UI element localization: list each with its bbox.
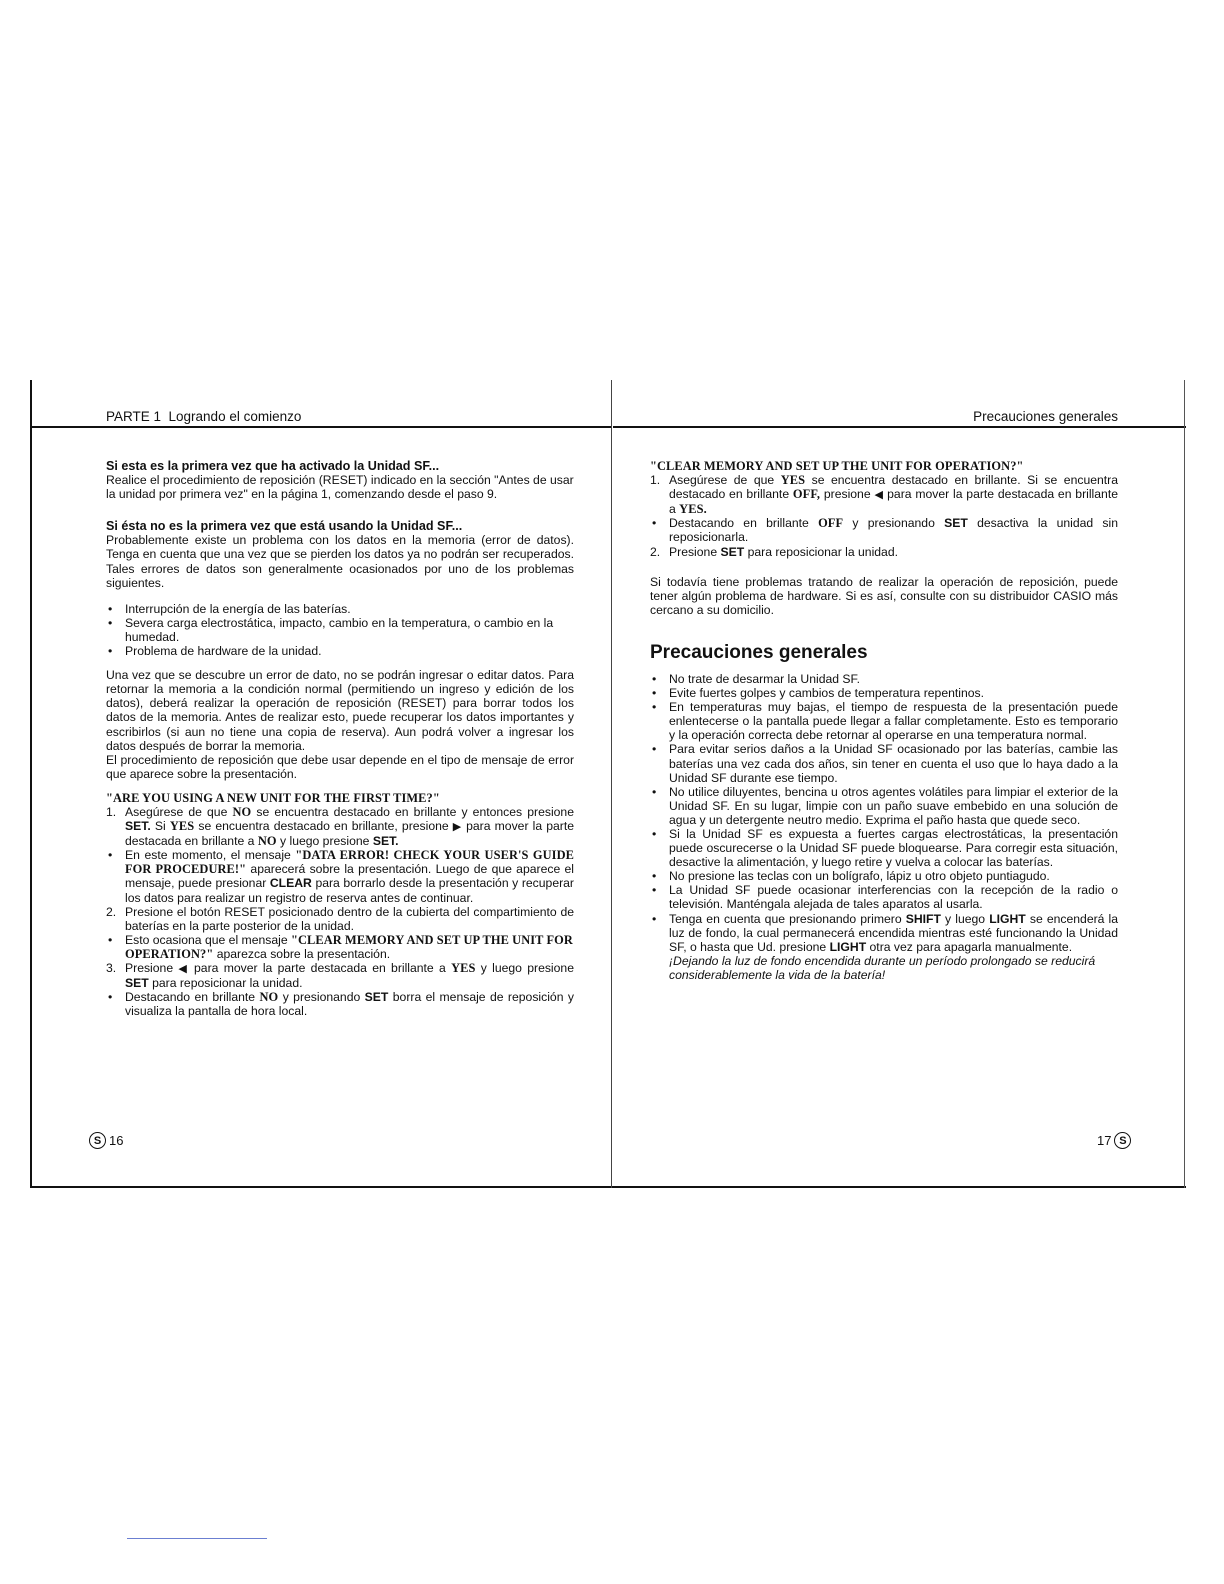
step-text: Presione — [125, 961, 174, 975]
step-2-note — [106, 933, 574, 961]
s-circle-icon: S — [89, 1132, 106, 1149]
no-option: NO — [257, 834, 277, 849]
step-text: Si — [154, 819, 166, 834]
list-item — [650, 516, 1118, 544]
set-key: SET — [944, 516, 968, 531]
yes-option: YES — [780, 473, 806, 488]
list-item: • La Unidad SF puede ocasionar interferencias con la recepción de la radio o televisión. Manténgala alejada de tales aparatos al usarla. — [650, 883, 1118, 911]
step-text: para reposicionar la unidad. — [747, 544, 899, 559]
step-number: 1. — [650, 473, 661, 488]
first-time-text: Realice el procedimiento de reposición (RESET) indicado en la sección "Antes de usar la unidad por primera vez" en la página 1, comenzando desde el paso 9. — [106, 473, 574, 502]
left-page-number — [89, 1132, 123, 1149]
step-text: para reposicionar la unidad. — [152, 976, 303, 991]
note-text: Destacando en brillante — [669, 516, 809, 531]
not-first-time-text: Probablemente existe un problema con los datos en la memoria (error de datos). Tenga en cuenta que una vez que se pierden los datos ya no podrán ser recuperados. Tales errores de datos son generalmente ocasionados por uno de los problemas siguientes. — [106, 533, 574, 590]
note-text: y luego — [945, 911, 986, 926]
right-page-number — [1097, 1132, 1131, 1149]
list-item — [106, 848, 574, 904]
shift-key: SHIFT — [905, 911, 941, 926]
step-2 — [106, 905, 574, 933]
set-key: SET — [125, 976, 149, 991]
right-border-rule — [1184, 380, 1185, 1188]
step-number: 2. — [106, 904, 117, 919]
first-time-heading: Si esta es la primera vez que ha activado la Unidad SF... — [106, 459, 440, 473]
note-text: Esto ocasiona que el mensaje — [125, 932, 288, 947]
step-number: 2. — [650, 544, 661, 559]
list-item: • No presione las teclas con un bolígrafo, lápiz u otro objeto puntiagudo. — [650, 869, 1118, 883]
step-text: y luego presione — [280, 834, 370, 849]
note-text: Tenga en cuenta que presionando primero — [669, 911, 902, 926]
note-text: desactiva la unidad sin reposicionarla. — [669, 516, 1118, 545]
step-3-note — [106, 990, 574, 1018]
note-text: aparecerá sobre la presentación. Luego de que aparece el mensaje, puede presionar — [125, 862, 574, 891]
page-number-text: 16 — [109, 1133, 124, 1148]
right-header-rule — [613, 426, 1186, 428]
clear-memory-message: "CLEAR MEMORY AND SET UP THE UNIT FOR OPERATION?" — [125, 932, 573, 961]
step-number: 1. — [106, 804, 117, 819]
note-text: aparezca sobre la presentación. — [216, 946, 391, 961]
bottom-rule — [30, 1186, 1186, 1188]
step-text: se encuentra destacado en brillante. Si se encuentra destacado en brillante — [669, 473, 1119, 502]
yes-option: YES — [169, 819, 195, 834]
right-page — [650, 459, 1118, 982]
left-arrow-icon: ◀ — [874, 489, 884, 502]
page-number-text: 17 — [1097, 1133, 1112, 1148]
list-item: • Si la Unidad SF es expuesta a fuertes cargas electrostáticas, la presentación puede oscurecerse o la Unidad SF puede bloquearse. Para corregir esta situación, desactive la alimentación, y luego retire y vuelva a colocar las baterías. — [650, 827, 1118, 869]
list-item: • En temperaturas muy bajas, el tiempo de respuesta de la presentación puede enlentecerse o la pantalla puede llegar a fallar completamente. Esto es temporario y la operación correcta debe retornar al operarse en una temperatura normal. — [650, 700, 1118, 742]
off-option: OFF, — [792, 487, 821, 502]
left-border-rule — [30, 380, 32, 1188]
set-key: SET — [720, 544, 745, 559]
step-1-note — [650, 516, 1118, 544]
center-divider — [611, 380, 612, 1188]
step-text: y luego presione — [480, 961, 574, 975]
note-text: En este momento, el mensaje — [125, 848, 291, 863]
step-number: 3. — [106, 961, 117, 975]
step-text: para mover la parte destacada en brillante a — [669, 487, 1118, 517]
bottom-blue-line — [127, 1538, 267, 1539]
list-item: • Para evitar serios daños a la Unidad SF ocasionado por las baterías, cambie las baterías una vez cada dos años, sin tener en cuenta el uso que lo haya dado a la Unidad SF durante ese tiempo. — [650, 742, 1118, 784]
off-option: OFF — [818, 516, 844, 531]
step-1 — [650, 473, 1118, 516]
no-option: NO — [232, 804, 252, 819]
step-text: Presione el botón RESET posicionado dentro de la cubierta del compartimiento de baterías en la parte posterior de la unidad. — [125, 904, 574, 933]
no-option: NO — [259, 990, 279, 1005]
yes-option: YES — [451, 961, 476, 975]
step-text: Presione — [669, 544, 718, 559]
step-2 — [650, 545, 1118, 559]
step-1 — [106, 805, 574, 848]
step-text: se encuentra destacado en brillante y entonces presione — [256, 804, 574, 819]
light-key: LIGHT — [829, 939, 867, 954]
light-key: LIGHT — [989, 911, 1026, 926]
right-arrow-icon: ▶ — [452, 821, 462, 834]
yes-option: YES. — [679, 502, 707, 517]
right-page-header: Precauciones generales — [973, 409, 1118, 424]
precautions-title: Precauciones generales — [650, 641, 868, 663]
step-text: para mover la parte destacada en brillante a — [194, 961, 446, 975]
data-error-message: "DATA ERROR! CHECK YOUR USER'S GUIDE FOR PROCEDURE!" — [125, 848, 575, 877]
list-item: • Evite fuertes golpes y cambios de temperatura repentinos. — [650, 686, 1118, 700]
left-arrow-icon: ◀ — [178, 963, 189, 975]
note-text: y presionando — [852, 516, 935, 531]
list-item: • No utilice diluyentes, bencina u otros agentes volátiles para limpiar el exterior de la Unidad SF. En su lugar, limpie con un paño suave embebido en una solución de agua y un detergente neutro medio. Exprima el paño hasta que quede seco. — [650, 785, 1118, 827]
set-key: SET. — [125, 819, 151, 834]
not-first-time-heading: Si ésta no es la primera vez que está usando la Unidad SF... — [106, 519, 463, 534]
left-page — [106, 459, 574, 1018]
step-3 — [106, 961, 574, 990]
backlight-warning: ¡Dejando la luz de fondo encendida durante un período prolongado se reducirá considerablemente la vida de la batería! — [669, 953, 1096, 982]
list-item: • Interrupción de la energía de las baterías. — [106, 602, 574, 616]
step-text: presione — [823, 487, 871, 502]
hardware-problem-paragraph: Si todavía tiene problemas tratando de realizar la operación de reposición, puede tener algún problema de hardware. Si es así, consulte con su distribuidor CASIO más cercano a su domicilio. — [650, 574, 1118, 617]
list-item: • Severa carga electrostática, impacto, cambio en la temperatura, o cambio en la humedad. — [106, 616, 574, 644]
note-text: y presionando — [282, 990, 361, 1005]
clear-key: CLEAR — [269, 876, 312, 891]
step-text: se encuentra destacado en brillante, presione — [198, 819, 449, 834]
list-item — [106, 933, 574, 961]
clear-memory-question-heading: "CLEAR MEMORY AND SET UP THE UNIT FOR OPERATION?" — [650, 459, 1024, 473]
step-1-note — [106, 848, 574, 904]
left-header-rule — [30, 426, 611, 428]
set-key: SET — [364, 990, 389, 1005]
set-key: SET. — [372, 834, 399, 849]
note-text: se encenderá la luz de fondo, la cual permanecerá encendida mientras esté funcionando la Unidad SF, o hasta que Ud. presione — [669, 911, 1119, 954]
cause-list — [106, 602, 574, 658]
list-item — [650, 912, 1118, 954]
left-page-header: PARTE 1 Logrando el comienzo — [106, 409, 302, 424]
new-unit-question-heading: "ARE YOU USING A NEW UNIT FOR THE FIRST TIME?" — [106, 790, 440, 805]
data-error-paragraph: Una vez que se descubre un error de dato, no se podrán ingresar o editar datos. Para retornar la memoria a la condición normal (permitiendo un ingreso y edición de los datos), deberá realizar la operación de reposición (RESET) para borrar todos los datos de la memoria. Antes de realizar esto, puede recuperar los datos importantes y escribirlos (si aun no tiene una copia de reserva). Aun podrá volver a ingresar los datos después de borrar la memoria. — [106, 668, 574, 753]
step-text: Asegúrese de que — [669, 473, 775, 488]
note-text: borra el mensaje de reposición y visualiza la pantalla de hora local. — [125, 990, 574, 1019]
list-item: • No trate de desarmar la Unidad SF. — [650, 672, 1118, 686]
note-text: otra vez para apagarla manualmente. — [869, 939, 1073, 954]
step-text: para mover la parte destacada en brillante a — [125, 819, 575, 849]
procedure-paragraph: El procedimiento de reposición que debe usar depende en el tipo de mensaje de error que aparece sobre la presentación. — [106, 752, 574, 781]
precautions-list — [650, 672, 1118, 954]
s-circle-icon: S — [1114, 1132, 1131, 1149]
list-item — [106, 990, 574, 1018]
note-text: para borrarlo desde la presentación y recuperar los datos para realizar un registro de reserva antes de continuar. — [125, 876, 574, 905]
step-text: Asegúrese de que — [125, 804, 228, 819]
list-item: • Problema de hardware de la unidad. — [106, 644, 574, 658]
note-text: Destacando en brillante — [125, 990, 256, 1005]
